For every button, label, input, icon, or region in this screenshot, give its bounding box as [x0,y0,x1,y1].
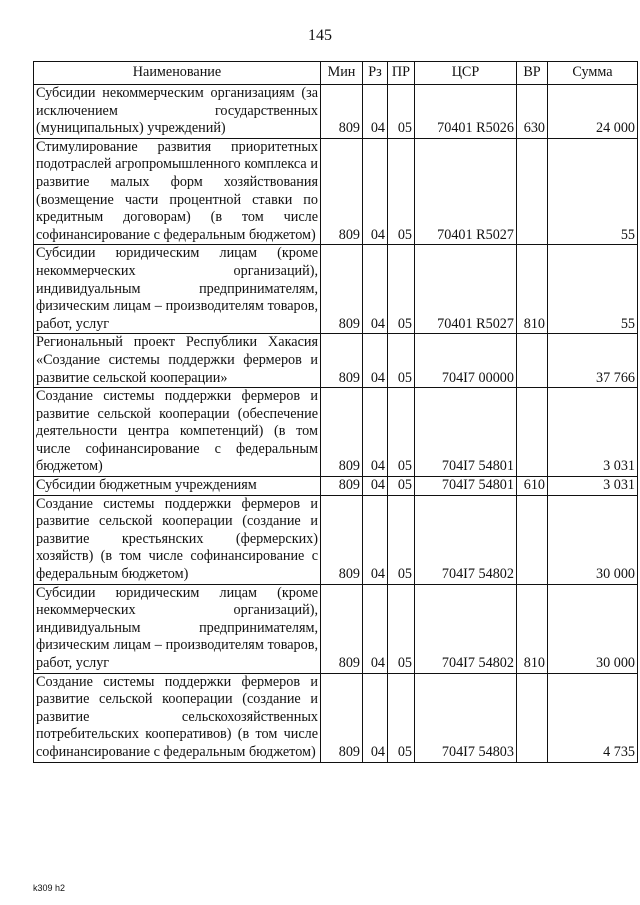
footer-code: k309 h2 [33,883,66,893]
cell-csr: 704I7 54803 [415,673,517,762]
cell-vr: 610 [517,477,548,496]
cell-sum: 55 [548,138,638,245]
header-name: Наименование [34,62,321,85]
cell-rz: 04 [363,584,388,673]
cell-csr: 70401 R5026 [415,85,517,139]
cell-csr: 70401 R5027 [415,138,517,245]
cell-name: Субсидии юридическим лицам (кроме некоммерческих организаций), индивидуальным предпринимателям, физическим лицам – производителям товаров, работ, услуг [34,245,321,334]
cell-pr: 05 [388,584,415,673]
cell-name: Субсидии бюджетным учреждениям [34,477,321,496]
cell-rz: 04 [363,477,388,496]
cell-pr: 05 [388,334,415,388]
page-number: 145 [308,27,332,44]
cell-name: Создание системы поддержки фермеров и развитие сельской кооперации (создание и развитие крестьянских (фермерских) хозяйств) (в том числе софинансирование с федеральным бюджетом) [34,495,321,584]
cell-name: Субсидии юридическим лицам (кроме некоммерческих организаций), индивидуальным предпринимателям, физическим лицам – производителям товаров, работ, услуг [34,584,321,673]
cell-name: Создание системы поддержки фермеров и развитие сельской кооперации (обеспечение деятельности центра компетенций) (в том числе софинансирование с федеральным бюджетом) [34,388,321,477]
table-header-row [34,62,638,85]
cell-sum: 37 766 [548,334,638,388]
table-row [34,245,638,334]
cell-csr: 704I7 54801 [415,477,517,496]
cell-min: 809 [321,673,363,762]
cell-pr: 05 [388,245,415,334]
cell-csr: 704I7 54801 [415,388,517,477]
cell-rz: 04 [363,334,388,388]
header-csr: ЦСР [415,62,517,85]
cell-rz: 04 [363,138,388,245]
table-row [34,584,638,673]
cell-min: 809 [321,245,363,334]
table-row [34,138,638,245]
cell-pr: 05 [388,388,415,477]
cell-vr [517,673,548,762]
cell-min: 809 [321,138,363,245]
header-pr: ПР [388,62,415,85]
table-row [34,495,638,584]
table-row [34,388,638,477]
cell-vr [517,138,548,245]
cell-min: 809 [321,388,363,477]
cell-rz: 04 [363,245,388,334]
header-rz: Рз [363,62,388,85]
table-row [34,477,638,496]
budget-table [33,61,638,763]
cell-sum: 55 [548,245,638,334]
table-row [34,673,638,762]
cell-rz: 04 [363,85,388,139]
table-body [34,85,638,763]
cell-pr: 05 [388,495,415,584]
cell-min: 809 [321,477,363,496]
cell-sum: 30 000 [548,584,638,673]
table-row [34,334,638,388]
table-row [34,85,638,139]
cell-vr [517,334,548,388]
cell-vr: 810 [517,584,548,673]
cell-name: Субсидии некоммерческим организациям (за исключением государственных (муниципальных) учреждений) [34,85,321,139]
cell-rz: 04 [363,673,388,762]
cell-csr: 70401 R5027 [415,245,517,334]
cell-csr: 704I7 00000 [415,334,517,388]
cell-min: 809 [321,495,363,584]
cell-pr: 05 [388,85,415,139]
cell-vr: 810 [517,245,548,334]
cell-csr: 704I7 54802 [415,495,517,584]
cell-name: Создание системы поддержки фермеров и развитие сельской кооперации (создание и развитие сельскохозяйственных потребительских кооперативов) (в том числе софинансирование с федеральным бюджетом) [34,673,321,762]
cell-rz: 04 [363,388,388,477]
cell-sum: 24 000 [548,85,638,139]
cell-sum: 4 735 [548,673,638,762]
cell-vr: 630 [517,85,548,139]
cell-sum: 3 031 [548,388,638,477]
cell-min: 809 [321,334,363,388]
header-vr: ВР [517,62,548,85]
cell-pr: 05 [388,673,415,762]
cell-vr [517,388,548,477]
cell-name: Стимулирование развития приоритетных подотраслей агропромышленного комплекса и развитие малых форм хозяйствования (возмещение части процентной ставки по кредитным договорам) (в том числе софинансирование с федеральным бюджетом) [34,138,321,245]
cell-sum: 3 031 [548,477,638,496]
cell-vr [517,495,548,584]
cell-sum: 30 000 [548,495,638,584]
cell-pr: 05 [388,477,415,496]
cell-pr: 05 [388,138,415,245]
cell-name: Региональный проект Республики Хакасия «Создание системы поддержки фермеров и развитие сельской кооперации» [34,334,321,388]
header-min: Мин [321,62,363,85]
cell-rz: 04 [363,495,388,584]
cell-csr: 704I7 54802 [415,584,517,673]
cell-min: 809 [321,584,363,673]
cell-min: 809 [321,85,363,139]
header-sum: Сумма [548,62,638,85]
